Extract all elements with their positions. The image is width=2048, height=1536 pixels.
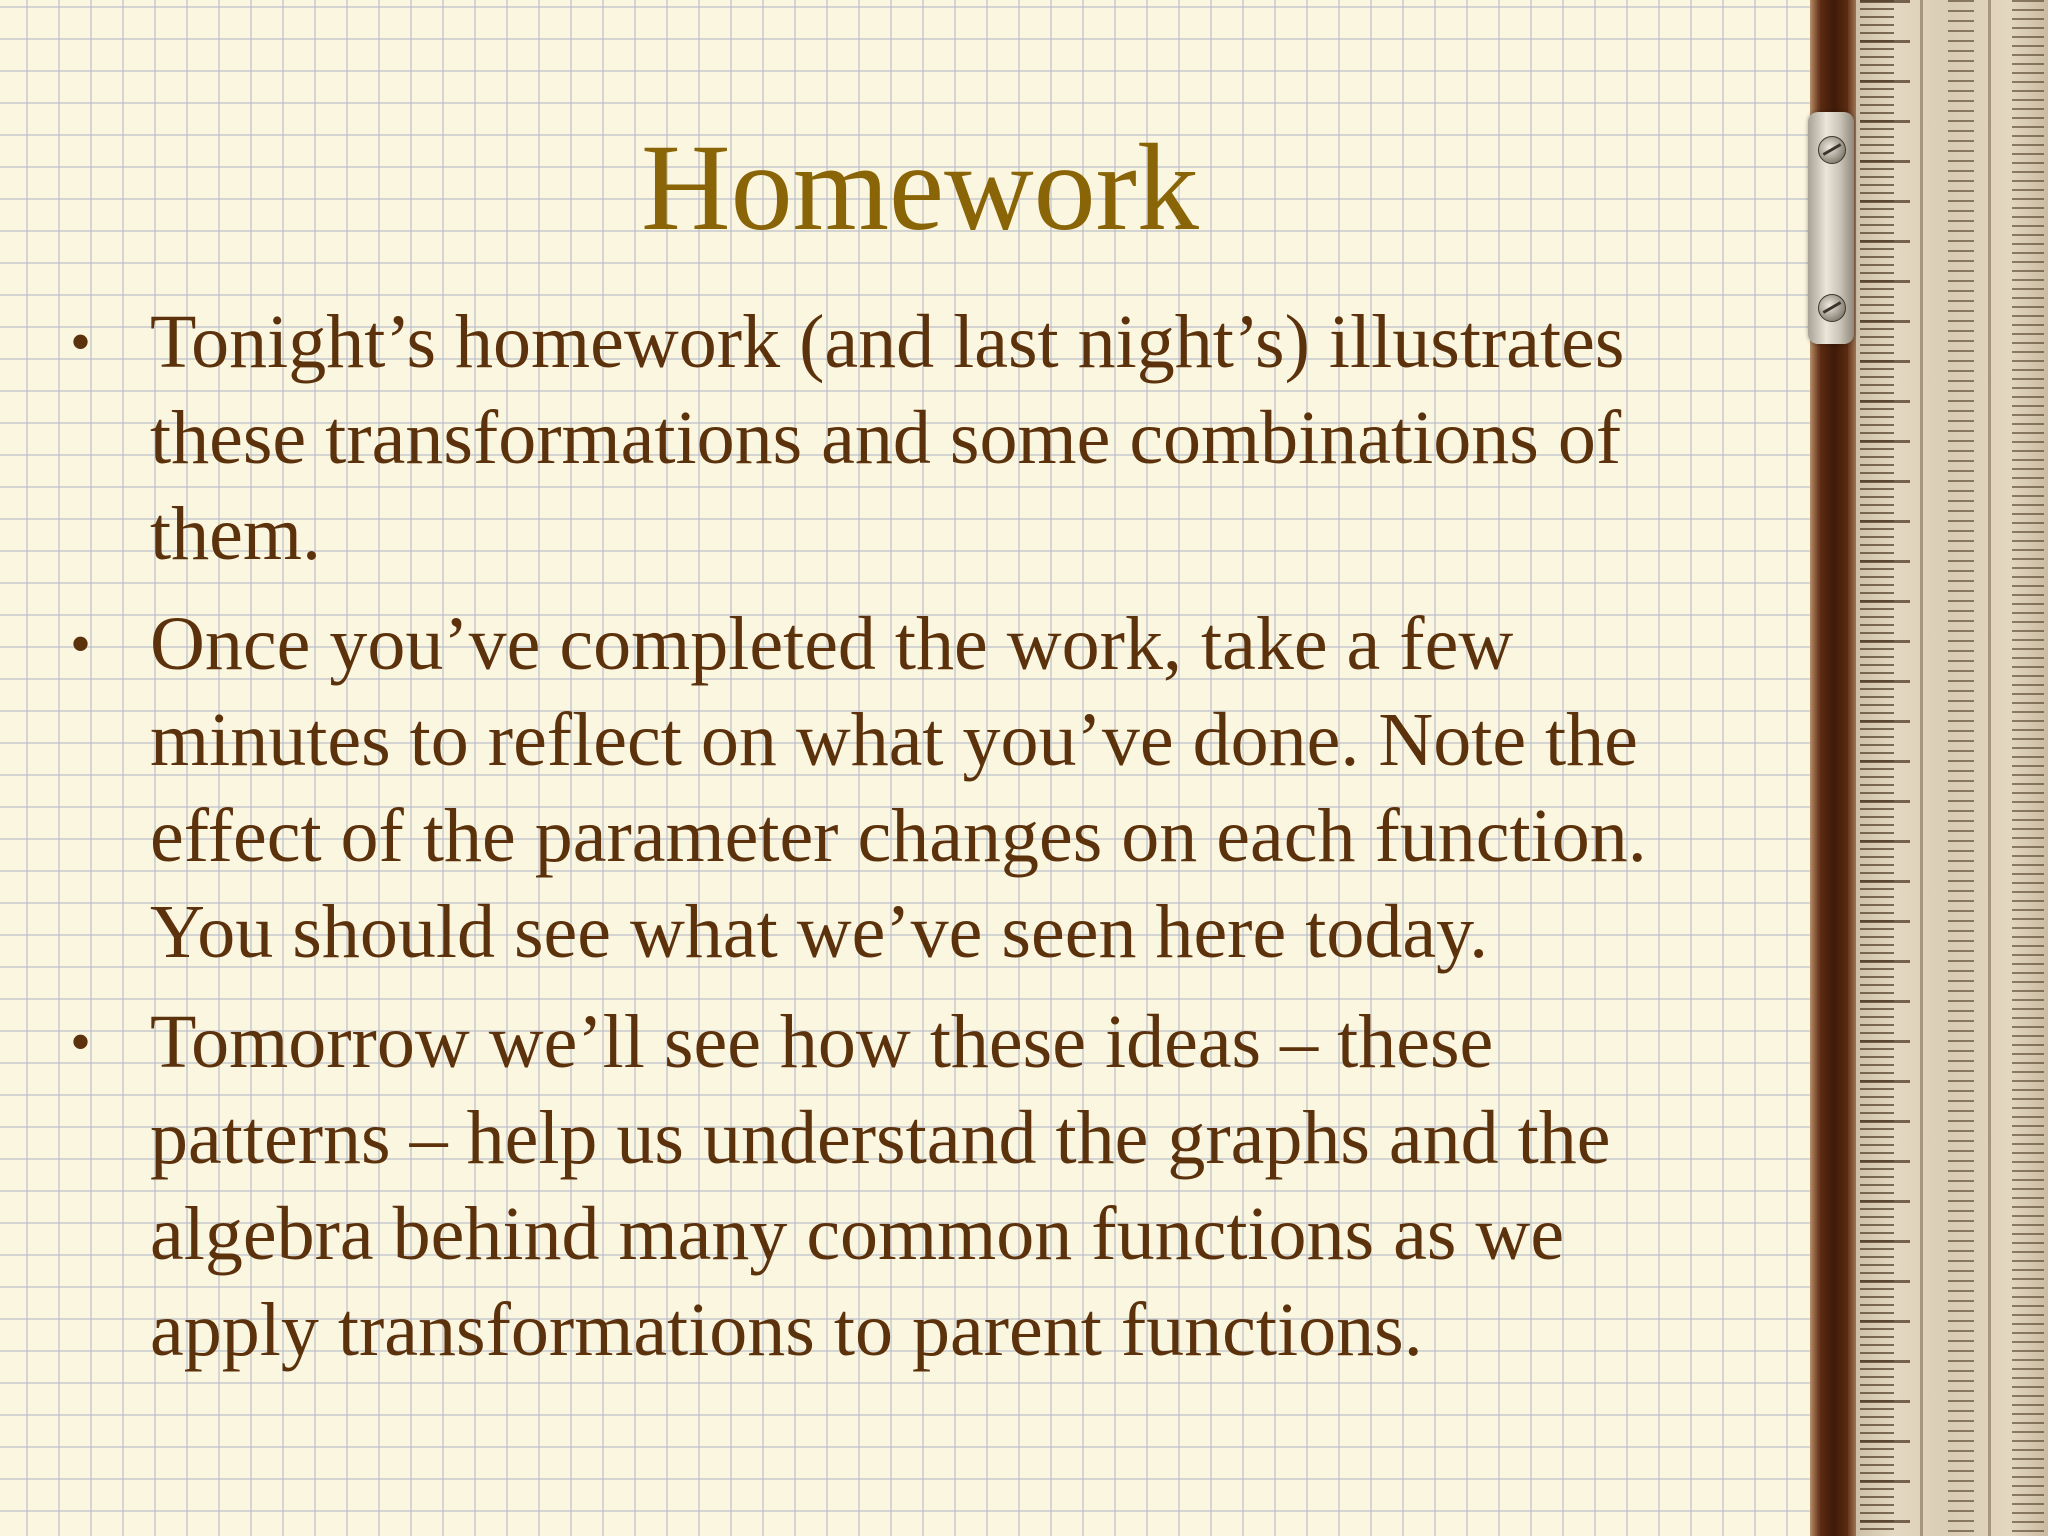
bullet-list: [66, 294, 1746, 1392]
ruler-ticks-right: [2012, 0, 2044, 1536]
ruler-divider: [1988, 0, 1991, 1536]
ruler-ticks-middle: [1948, 0, 1974, 1536]
bullet-marker: •: [70, 1009, 92, 1075]
bullet-text: Tomorrow we’ll see how these ideas – these patterns – help us understand the graphs and the algebra behind many common functions as we apply transformations to parent functions.: [150, 1000, 1611, 1372]
bullet-text: Tonight’s homework (and last night’s) illustrates these transformations and some combinations of them.: [150, 300, 1625, 576]
slide-title: Homework: [641, 119, 1199, 256]
bullet-item: [66, 294, 1746, 582]
ruler-decoration: [1856, 0, 2048, 1536]
bullet-item: [66, 994, 1746, 1378]
ruler-ticks-major: [1860, 0, 1910, 1536]
bullet-marker: •: [70, 309, 92, 375]
screw-icon: [1818, 136, 1846, 164]
bullet-item: [66, 596, 1746, 980]
bullet-marker: •: [70, 611, 92, 677]
ruler-divider: [1920, 0, 1923, 1536]
bullet-text: Once you’ve completed the work, take a few minutes to reflect on what you’ve done. Note the effect of the parameter changes on each function. You should see what we’ve seen here today.: [150, 602, 1647, 974]
screw-icon: [1818, 294, 1846, 322]
